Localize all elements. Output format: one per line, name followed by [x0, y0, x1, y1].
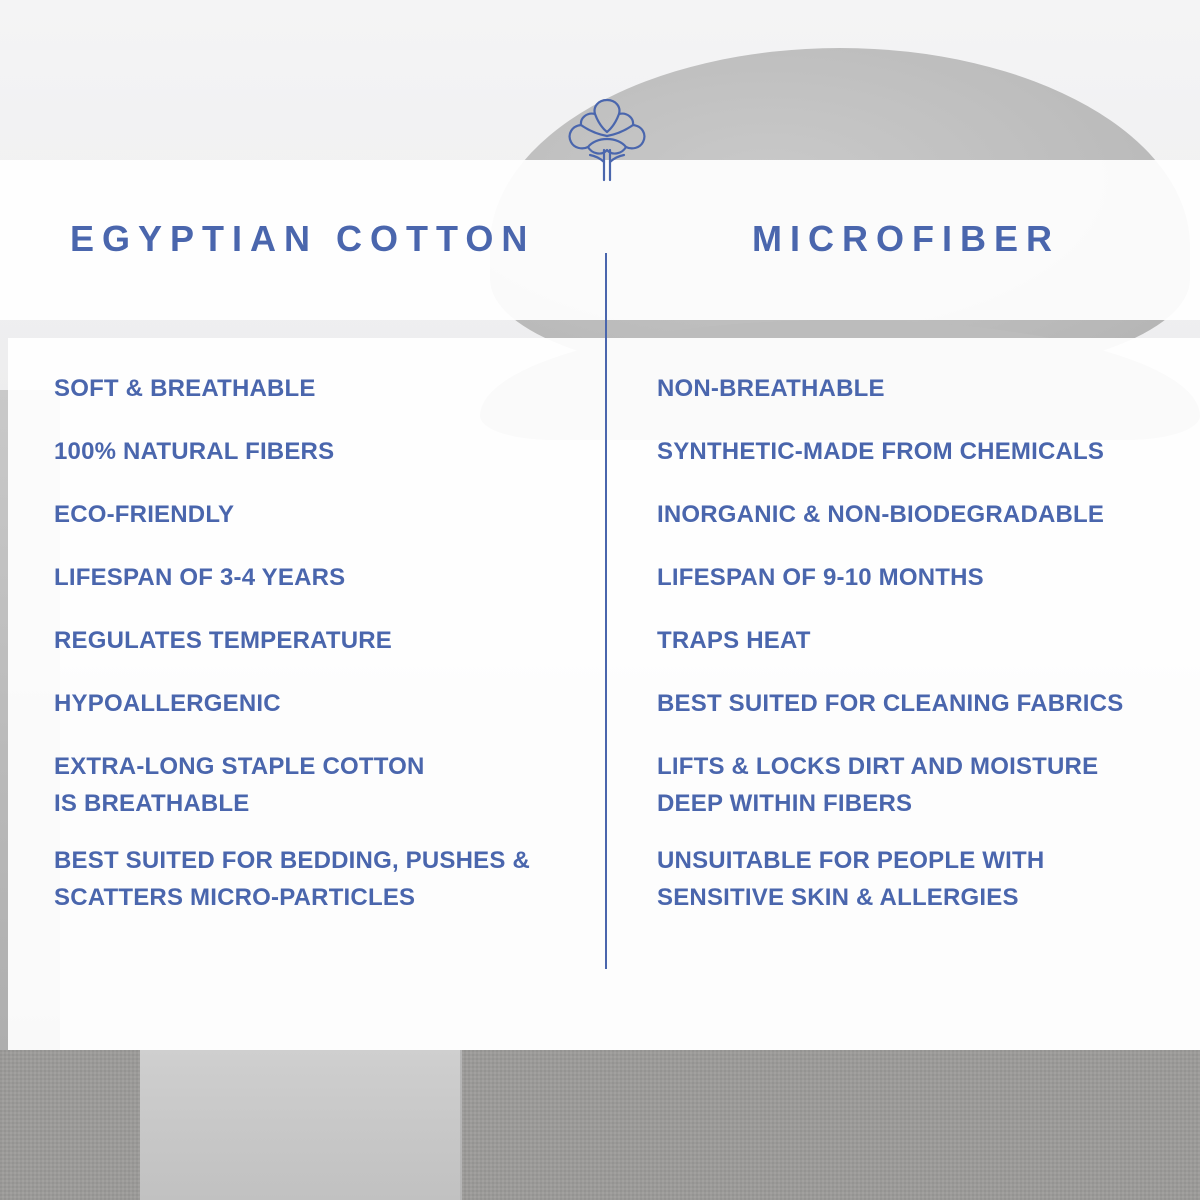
- list-item: SYNTHETIC-MADE FROM CHEMICALS: [657, 438, 1105, 465]
- list-item: LIFESPAN OF 9-10 MONTHS: [657, 564, 984, 591]
- list-item: EXTRA-LONG STAPLE COTTON IS BREATHABLE: [54, 753, 425, 817]
- list-item: TRAPS HEAT: [657, 627, 811, 654]
- egyptian-cotton-title: EGYPTIAN COTTON: [70, 218, 536, 259]
- column-divider: [605, 253, 607, 969]
- list-item: SOFT & BREATHABLE: [54, 375, 316, 402]
- list-item: REGULATES TEMPERATURE: [54, 627, 392, 654]
- egyptian-cotton-list: [54, 370, 594, 916]
- list-item: LIFESPAN OF 3-4 YEARS: [54, 564, 346, 591]
- list-item: INORGANIC & NON-BIODEGRADABLE: [657, 501, 1105, 528]
- list-item: 100% NATURAL FIBERS: [54, 438, 335, 465]
- list-item: UNSUITABLE FOR PEOPLE WITH SENSITIVE SKIN & ALLERGIES: [657, 847, 1045, 911]
- list-item: ECO-FRIENDLY: [54, 501, 235, 528]
- list-item: HYPOALLERGENIC: [54, 690, 281, 717]
- list-item: LIFTS & LOCKS DIRT AND MOISTURE DEEP WITHIN FIBERS: [657, 753, 1099, 817]
- cotton-plant-icon: [562, 92, 652, 187]
- microfiber-list: [657, 370, 1197, 916]
- microfiber-title: MICROFIBER: [752, 218, 1060, 259]
- list-item: BEST SUITED FOR BEDDING, PUSHES & SCATTERS MICRO-PARTICLES: [54, 847, 530, 911]
- list-item: BEST SUITED FOR CLEANING FABRICS: [657, 690, 1124, 717]
- background-sheet-fold: [140, 1050, 462, 1200]
- list-item: NON-BREATHABLE: [657, 375, 885, 402]
